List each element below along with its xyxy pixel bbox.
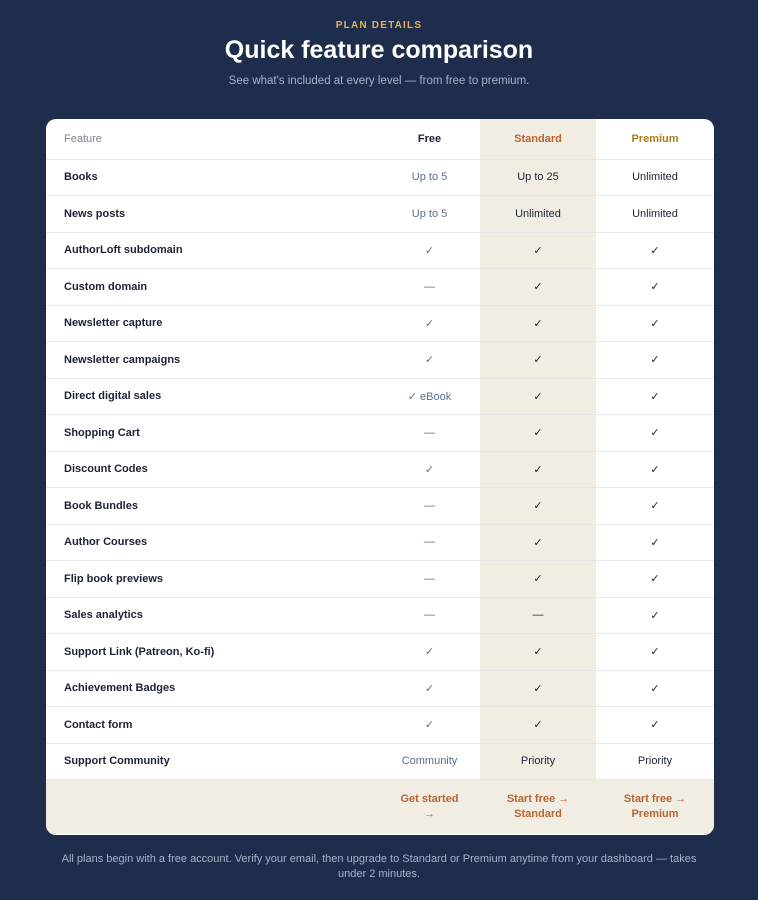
standard-cell: ✓ — [480, 634, 596, 671]
free-cell: ✓ — [379, 634, 480, 671]
free-cell: — — [379, 524, 480, 561]
table-row — [46, 159, 714, 196]
table-row — [46, 415, 714, 452]
cta-row — [46, 780, 714, 834]
feature-cell: Author Courses — [46, 524, 379, 561]
table-row — [46, 743, 714, 780]
comparison-card — [46, 119, 714, 835]
standard-cell: Priority — [480, 743, 596, 780]
free-cell: ✓ — [379, 670, 480, 707]
free-cell: Up to 5 — [379, 159, 480, 196]
free-cell: — — [379, 561, 480, 598]
standard-cell: Up to 25 — [480, 159, 596, 196]
feature-cell: Contact form — [46, 707, 379, 744]
eyebrow-label: PLAN DETAILS — [335, 20, 423, 31]
standard-cell: ✓ — [480, 488, 596, 525]
free-cell: — — [379, 597, 480, 634]
premium-cell: ✓ — [596, 707, 714, 744]
standard-cell: ✓ — [480, 707, 596, 744]
premium-cell: ✓ — [596, 670, 714, 707]
feature-cell: Sales analytics — [46, 597, 379, 634]
premium-cell: ✓ — [596, 269, 714, 306]
standard-cell: ✓ — [480, 232, 596, 269]
feature-cell: AuthorLoft subdomain — [46, 232, 379, 269]
standard-cell: ✓ — [480, 415, 596, 452]
table-row — [46, 670, 714, 707]
table-row — [46, 269, 714, 306]
standard-cell: ✓ — [480, 670, 596, 707]
feature-cell: Newsletter campaigns — [46, 342, 379, 379]
free-cell: — — [379, 415, 480, 452]
column-header-standard: Standard — [480, 119, 596, 159]
table-row — [46, 488, 714, 525]
feature-cell: Book Bundles — [46, 488, 379, 525]
table-row — [46, 196, 714, 233]
start-free-standard-button[interactable]: Start free → Standard — [506, 792, 570, 820]
premium-cell: ✓ — [596, 524, 714, 561]
feature-cell: Flip book previews — [46, 561, 379, 598]
feature-cell: Support Community — [46, 743, 379, 780]
page-subtitle: See what's included at every level — from free to premium. — [228, 75, 530, 87]
feature-cell: Discount Codes — [46, 451, 379, 488]
standard-cell: ✓ — [480, 451, 596, 488]
standard-cell: ✓ — [480, 342, 596, 379]
table-row — [46, 232, 714, 269]
free-cell: Up to 5 — [379, 196, 480, 233]
get-started-free-button[interactable]: Get started → — [400, 792, 459, 820]
column-header-free: Free — [379, 119, 480, 159]
premium-cell: ✓ — [596, 488, 714, 525]
column-header-feature: Feature — [46, 119, 379, 159]
standard-cell: ✓ — [480, 269, 596, 306]
free-cell: Community — [379, 743, 480, 780]
table-row — [46, 561, 714, 598]
premium-cell: Unlimited — [596, 159, 714, 196]
table-row — [46, 524, 714, 561]
table-row — [46, 634, 714, 671]
feature-cell: Direct digital sales — [46, 378, 379, 415]
feature-cell: Achievement Badges — [46, 670, 379, 707]
premium-cell: ✓ — [596, 378, 714, 415]
free-cell: — — [379, 269, 480, 306]
free-cell: ✓ eBook — [379, 378, 480, 415]
premium-cell: ✓ — [596, 305, 714, 342]
comparison-table — [46, 119, 714, 834]
table-row — [46, 305, 714, 342]
free-cell: ✓ — [379, 707, 480, 744]
table-row — [46, 451, 714, 488]
feature-cell: Shopping Cart — [46, 415, 379, 452]
premium-cell: ✓ — [596, 232, 714, 269]
premium-cell: ✓ — [596, 634, 714, 671]
feature-cell: Support Link (Patreon, Ko-fi) — [46, 634, 379, 671]
footnote: All plans begin with a free account. Verify your email, then upgrade to Standard or Premium anytime from your dashboard — takes under 2 minutes. — [61, 853, 697, 880]
column-header-premium: Premium — [596, 119, 714, 159]
standard-cell: ✓ — [480, 561, 596, 598]
page-title: Quick feature comparison — [224, 36, 534, 64]
free-cell: ✓ — [379, 451, 480, 488]
feature-cell: News posts — [46, 196, 379, 233]
cta-row-spacer — [46, 780, 379, 834]
feature-cell: Newsletter capture — [46, 305, 379, 342]
table-row — [46, 342, 714, 379]
standard-cell: ✓ — [480, 378, 596, 415]
premium-cell: ✓ — [596, 451, 714, 488]
free-cell: — — [379, 488, 480, 525]
free-cell: ✓ — [379, 305, 480, 342]
premium-cell: Unlimited — [596, 196, 714, 233]
standard-cell: — — [480, 597, 596, 634]
premium-cell: ✓ — [596, 415, 714, 452]
standard-cell: ✓ — [480, 524, 596, 561]
feature-cell: Books — [46, 159, 379, 196]
start-free-premium-button[interactable]: Start free → Premium — [623, 792, 687, 820]
premium-cell: ✓ — [596, 342, 714, 379]
standard-cell: ✓ — [480, 305, 596, 342]
feature-cell: Custom domain — [46, 269, 379, 306]
table-row — [46, 378, 714, 415]
standard-cell: Unlimited — [480, 196, 596, 233]
premium-cell: Priority — [596, 743, 714, 780]
table-row — [46, 707, 714, 744]
free-cell: ✓ — [379, 232, 480, 269]
premium-cell: ✓ — [596, 561, 714, 598]
table-row — [46, 597, 714, 634]
free-cell: ✓ — [379, 342, 480, 379]
table-header-row — [46, 119, 714, 159]
premium-cell: ✓ — [596, 597, 714, 634]
